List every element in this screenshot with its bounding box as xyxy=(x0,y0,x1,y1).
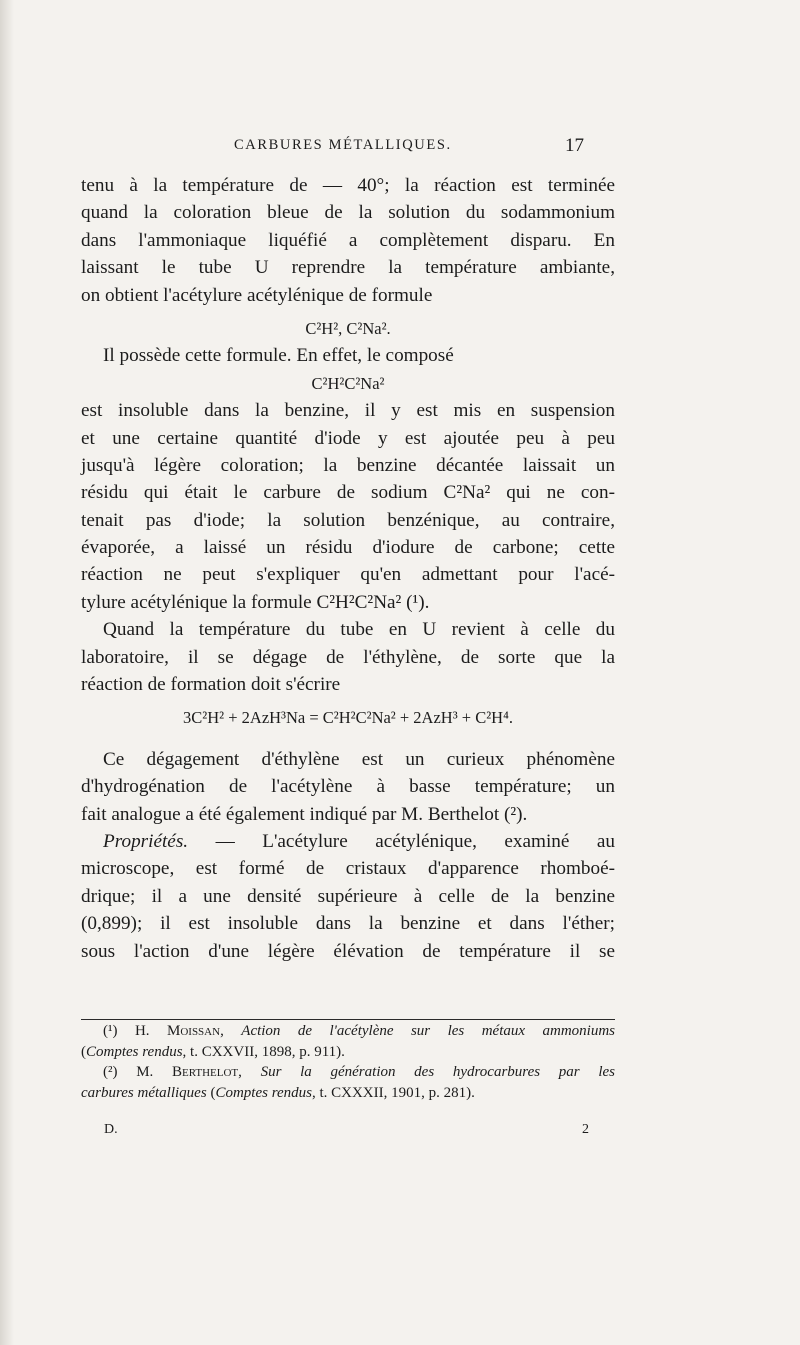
body-line: quand la coloration bleue de la solution du sodammonium xyxy=(81,202,615,224)
running-head: CARBURES MÉTALLIQUES. xyxy=(234,137,452,153)
body-line: laissant le tube U reprendre la température ambiante, xyxy=(81,257,615,279)
formula-2: C²H²C²Na² xyxy=(311,373,385,393)
printer-signature: D. xyxy=(104,1122,118,1137)
body-line: microscope, est formé de cristaux d'apparence rhomboé- xyxy=(81,858,615,880)
footnote-reference: , t. CXXVII, 1898, p. 911). xyxy=(182,1043,345,1060)
footnote-title-cont: carbures métalliques xyxy=(81,1084,207,1101)
body-line: jusqu'à légère coloration; la benzine décantée laissait un xyxy=(81,454,615,476)
body-line: réaction ne peut s'expliquer qu'en admettant pour l'acé- xyxy=(81,564,615,586)
formula-3: 3C²H² + 2AzH³Na = C²H²C²Na² + 2AzH³ + C²H⁴. xyxy=(183,708,513,728)
sheet-number: 2 xyxy=(582,1122,589,1137)
footnote-author: H. Moissan xyxy=(134,1023,221,1039)
footnote-journal: Comptes rendus xyxy=(86,1043,183,1060)
page-header xyxy=(0,137,800,161)
body-text xyxy=(81,172,615,965)
spine-shadow xyxy=(0,0,14,1345)
footnote-1-source: (Comptes rendus, t. CXXVII, 1898, p. 911). xyxy=(81,1043,345,1060)
body-line: d'hydrogénation de l'acétylène à basse température; un xyxy=(81,776,615,798)
body-line: Ce dégagement d'éthylène est un curieux phénomène xyxy=(103,748,615,770)
footnote-marker: (¹) xyxy=(103,1023,135,1039)
footnote-reference: , t. CXXXII, 1901, p. 281). xyxy=(311,1084,475,1101)
footnotes xyxy=(81,1021,615,1103)
page-number: 17 xyxy=(565,135,584,156)
body-line: fait analogue a été également indiqué par M. Berthelot (²). xyxy=(81,803,528,825)
body-line: résidu qui était le carbure de sodium C²Na² qui ne con- xyxy=(81,482,615,504)
footnote-journal: Comptes rendus xyxy=(215,1084,312,1101)
body-line xyxy=(81,828,615,855)
footnote-2: (²) M. Berthelot, Sur la génération des hydrocarbures par les xyxy=(103,1064,615,1080)
footnote-author: M. Berthelot xyxy=(136,1064,239,1080)
body-line: dans l'ammoniaque liquéfié a complètement disparu. En xyxy=(81,229,615,251)
body-line: et une certaine quantité d'iode y est ajoutée peu à peu xyxy=(81,427,615,449)
sheet-signature-row xyxy=(0,1122,800,1142)
body-line: Quand la température du tube en U revient à celle du xyxy=(103,619,615,641)
footnote-title: Sur la génération des hydrocarbures par les xyxy=(260,1064,615,1080)
footnote-divider xyxy=(81,1019,615,1020)
footnote-1: (¹) H. Moissan, Action de l'acétylène sur les métaux ammoniums xyxy=(103,1023,615,1039)
formula-1: C²H², C²Na². xyxy=(305,318,391,338)
body-line: est insoluble dans la benzine, il y est mis en suspension xyxy=(81,400,615,422)
italic-heading-proprietes: Propriétés. xyxy=(103,830,189,852)
footnote-2-source: carbures métalliques (Comptes rendus, t. CXXXII, 1901, p. 281). xyxy=(81,1084,475,1101)
body-line-rest: — L'acétylure acétylénique, examiné au xyxy=(188,830,615,852)
body-line: Il possède cette formule. En effet, le composé xyxy=(103,345,454,367)
body-line: réaction de formation doit s'écrire xyxy=(81,674,341,696)
footnote-marker: (²) xyxy=(103,1064,137,1080)
body-line: évaporée, a laissé un résidu d'iodure de carbone; cette xyxy=(81,537,615,559)
body-line: drique; il a une densité supérieure à celle de la benzine xyxy=(81,885,615,907)
body-line: (0,899); il est insoluble dans la benzine et dans l'éther; xyxy=(81,913,615,935)
body-line: tenu à la température de — 40°; la réaction est terminée xyxy=(81,175,615,196)
body-line: on obtient l'acétylure acétylénique de formule xyxy=(81,284,433,306)
body-line: laboratoire, il se dégage de l'éthylène, de sorte que la xyxy=(81,646,615,668)
footnote-title: Action de l'acétylène sur les métaux ammoniums xyxy=(241,1023,615,1039)
body-line: tylure acétylénique la formule C²H²C²Na² (¹). xyxy=(81,591,430,613)
body-line: sous l'action d'une légère élévation de température il se xyxy=(81,940,615,962)
body-line: tenait pas d'iode; la solution benzénique, au contraire, xyxy=(81,509,615,531)
